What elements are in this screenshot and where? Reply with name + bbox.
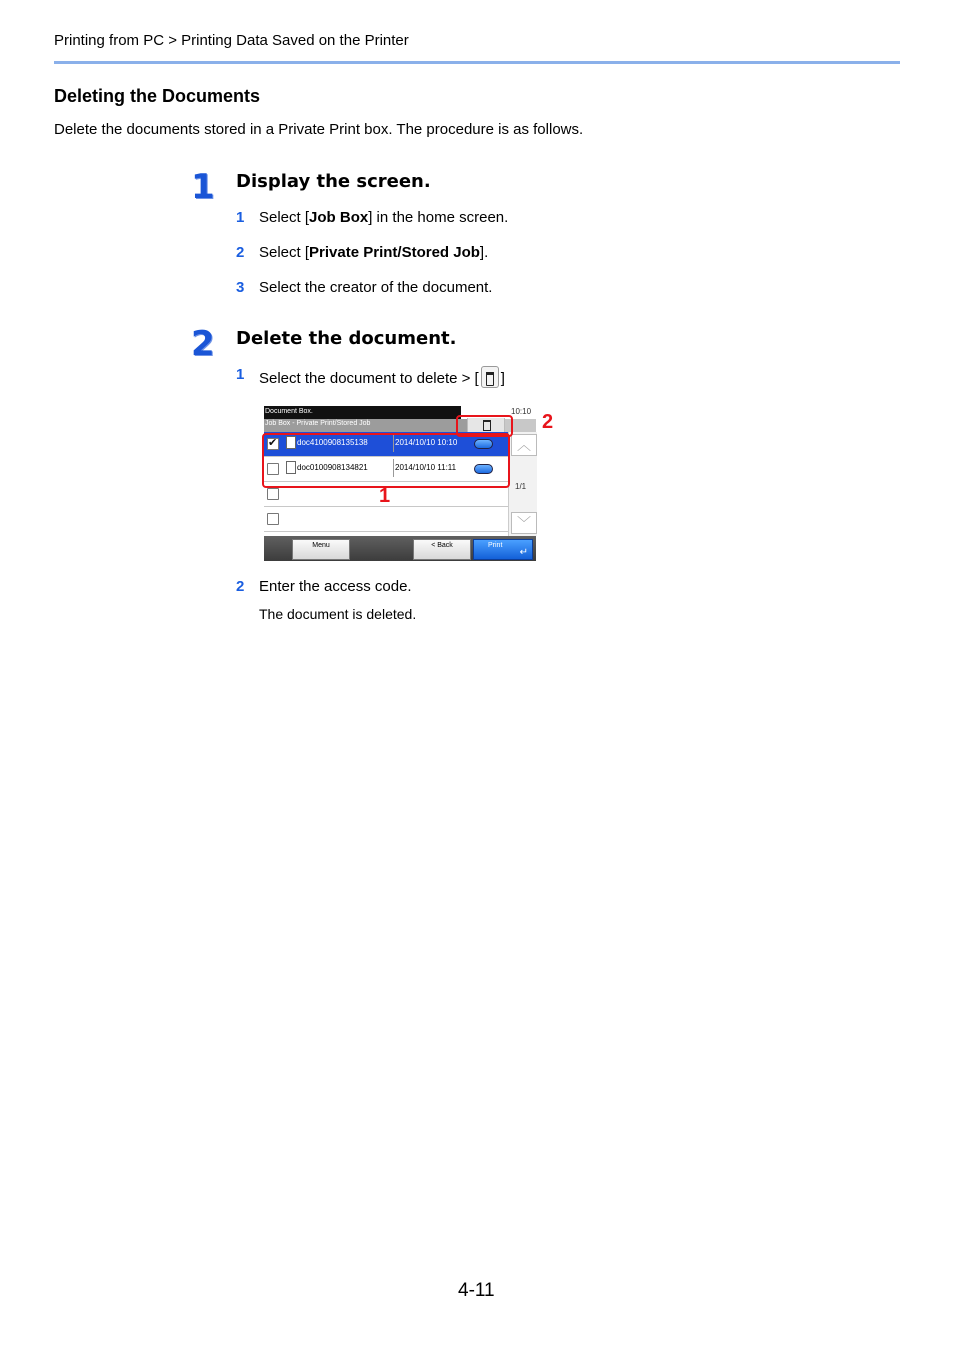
print-button[interactable]: Print ↵ (473, 539, 533, 560)
step-1-sub-2-text: Select [Private Print/Stored Job]. (259, 244, 489, 261)
screen-title-bar (264, 406, 461, 419)
menu-button[interactable]: Menu (292, 539, 350, 560)
step-2-sub-2-text: Enter the access code. (259, 578, 412, 595)
step-2-title: Delete the document. (236, 328, 457, 349)
step-1-sub-3-number: 3 (236, 279, 245, 296)
screen-title: Document Box. (265, 408, 313, 415)
section-title: Deleting the Documents (54, 86, 261, 106)
document-date: 2014/10/10 10:10 (395, 438, 458, 447)
scroll-down-button[interactable]: ﹀ (511, 512, 537, 534)
step-2-sub-1-number: 1 (236, 366, 245, 383)
scroll-up-button[interactable]: ︿ (511, 434, 537, 456)
enter-arrow-icon: ↵ (519, 547, 528, 558)
screen-time: 10:10 (511, 407, 532, 416)
scroll-column (508, 432, 537, 536)
document-name: doc4100908135138 (297, 438, 368, 447)
document-name: doc0100908134821 (297, 463, 368, 472)
intro-text: Delete the documents stored in a Private Print box. The procedure is as follows. (54, 121, 584, 138)
page-indicator: 1/1 (515, 482, 527, 491)
document-date: 2014/10/10 11:11 (395, 463, 457, 472)
step-1-number: 1 (191, 167, 215, 207)
screen-subtitle: Job Box - Private Print/Stored Job (265, 420, 371, 427)
back-button[interactable]: < Back (413, 539, 471, 560)
callout-box-delete (456, 415, 513, 437)
step-1-sub-1-text: Select [Job Box] in the home screen. (259, 209, 509, 226)
step-1-title: Display the screen. (236, 171, 431, 192)
page-number: 4-11 (458, 1280, 495, 1301)
row-checkbox[interactable] (267, 513, 279, 525)
step-2-number: 2 (191, 324, 215, 364)
trash-icon (481, 366, 499, 388)
callout-number-1: 1 (379, 485, 391, 507)
empty-row[interactable] (264, 507, 508, 532)
step-2-sub-2-number: 2 (236, 578, 245, 595)
breadcrumb: Printing from PC > Printing Data Saved on the Printer (54, 32, 409, 49)
step-1-sub-1-number: 1 (236, 209, 245, 226)
step-2-sub-1-text: Select the document to delete > [ ] (259, 366, 505, 388)
step-2-sub-2-note: The document is deleted. (259, 606, 417, 622)
row-checkbox[interactable] (267, 488, 279, 500)
callout-box-documents (262, 433, 510, 488)
header-divider (54, 61, 900, 64)
callout-number-2: 2 (542, 411, 554, 433)
screen-bottom-bar (264, 536, 536, 561)
step-1-sub-2-number: 2 (236, 244, 245, 261)
step-1-sub-3-text: Select the creator of the document. (259, 279, 493, 296)
